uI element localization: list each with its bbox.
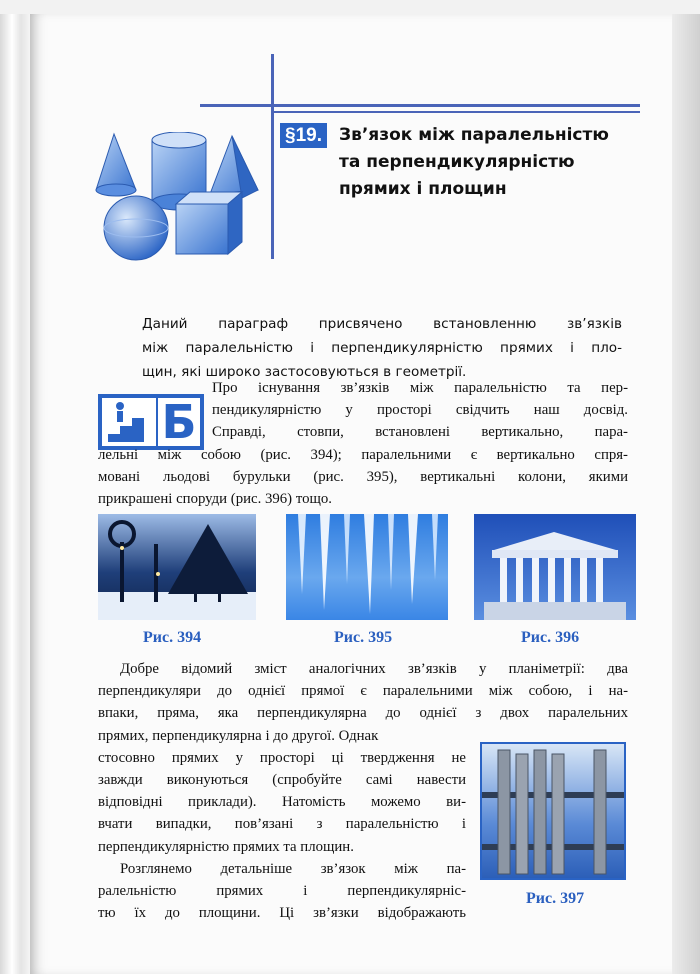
text-line: перпендикулярністю прямих та площин.: [98, 838, 354, 855]
figure-397-photo: [480, 742, 626, 880]
text-line: Справді, стовпи, встановлені вертикально, пара-: [212, 424, 628, 441]
header-horizontal-line: [200, 104, 640, 107]
intro-line: між паралельністю і перпендикулярністю прямих і пло-: [142, 340, 622, 356]
text-line: Розглянемо детальніше зв’язок між па-: [120, 860, 466, 877]
geometric-solids-illustration: [92, 132, 262, 262]
title-line: прямих і площин: [339, 179, 507, 199]
header-horizontal-line-2: [272, 111, 640, 113]
title-line: та перпендикулярністю: [339, 152, 575, 172]
figure-394-caption: Рис. 394: [143, 629, 202, 646]
intro-line: Даний параграф присвячено встановленню зв’язків: [142, 316, 622, 332]
figure-394-photo: [98, 514, 256, 620]
book-spine-edge: [0, 0, 30, 974]
text-line: прикрашені споруди (рис. 396) тощо.: [98, 491, 332, 507]
section-title: [339, 122, 659, 203]
paragraph-3: [98, 858, 466, 925]
text-line: впаки, пряма, яка перпендикулярна до однієї з двох паралельних: [98, 705, 628, 722]
page-top-margin: [0, 0, 700, 14]
section-number-badge: §19.: [280, 123, 327, 148]
figure-396-caption: Рис. 396: [521, 629, 580, 646]
header-vertical-line: [271, 54, 274, 259]
paragraph-2-full: [98, 658, 628, 747]
text-line: вчати випадки, пов’язані з паралельністю і: [98, 816, 466, 833]
intro-line: щин, які широко застосовуються в геометрії.: [142, 364, 467, 380]
text-line: відповідні приклади). Натомість можемо ви-: [98, 794, 466, 811]
textbook-page: [30, 14, 672, 974]
page-right-edge: [672, 14, 700, 974]
pyramid-shape: [210, 136, 258, 198]
text-line: перпендикуляри до однієї прямої є паралельними між собою, і на-: [98, 683, 628, 700]
text-line: ралельністю прямих і перпендикулярніс-: [98, 883, 466, 899]
sphere-shape: [104, 196, 168, 260]
text-line: пендикулярністю у просторі свідчить наш досвід.: [212, 402, 628, 419]
text-line: стосовно прямих у просторі ці твердження не: [98, 749, 466, 766]
paragraph-1-top: [212, 377, 628, 444]
text-line: лельні між собою (рис. 394); паралельними є вертикально спря-: [98, 446, 628, 463]
figure-395-photo: [286, 514, 448, 620]
text-line: прямих, перпендикулярна і до другої. Однак: [98, 727, 379, 744]
figure-396-photo: [474, 514, 636, 620]
figure-395-caption: Рис. 395: [334, 629, 393, 646]
paragraph-1-bottom: [98, 444, 628, 511]
text-line: мовані льодові бурульки (рис. 395), вертикальні колони, якими: [98, 468, 628, 485]
text-line: завжди виконуються (спробуйте самі навести: [98, 772, 466, 788]
b-letter: Б: [161, 395, 197, 449]
intro-paragraph: [142, 312, 622, 384]
basic-level-icon: [98, 394, 204, 450]
text-line: тю їх до площини. Ці зв’язки відображають: [98, 905, 466, 922]
cube-shape: [176, 192, 242, 254]
figure-397-caption: Рис. 397: [526, 890, 585, 907]
title-line: Зв’язок між паралельністю: [339, 125, 609, 145]
paragraph-2-narrow: [98, 747, 466, 858]
text-line: Про існування зв’язків між паралельністю та пер-: [212, 380, 628, 396]
cone-shape: [96, 134, 136, 196]
text-line: Добре відомий зміст аналогічних зв’язків у планіметрії: два: [120, 661, 628, 677]
